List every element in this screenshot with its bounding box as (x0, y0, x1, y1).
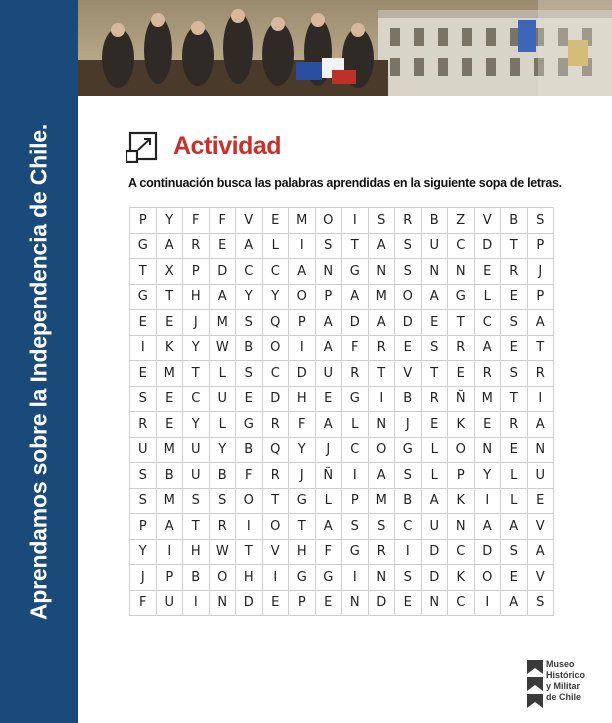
grid-cell[interactable]: J (183, 310, 210, 336)
grid-cell[interactable]: E (130, 361, 157, 387)
grid-cell[interactable]: G (130, 284, 157, 310)
grid-cell[interactable]: E (527, 488, 554, 514)
grid-cell[interactable]: A (315, 310, 342, 336)
grid-row (130, 463, 554, 489)
grid-cell[interactable]: Y (289, 437, 316, 463)
grid-cell[interactable]: E (156, 386, 183, 412)
grid-cell[interactable]: H (289, 539, 316, 565)
grid-cell[interactable]: K (448, 412, 475, 438)
grid-cell[interactable]: D (368, 590, 395, 616)
grid-row (130, 488, 554, 514)
grid-cell[interactable]: L (209, 412, 236, 438)
grid-cell[interactable]: L (209, 361, 236, 387)
grid-cell[interactable]: V (527, 565, 554, 591)
grid-cell[interactable]: A (315, 514, 342, 540)
grid-cell[interactable]: V (395, 361, 422, 387)
grid-cell[interactable]: Y (130, 539, 157, 565)
grid-cell[interactable]: A (156, 514, 183, 540)
grid-cell[interactable]: V (262, 539, 289, 565)
grid-cell[interactable]: E (262, 208, 289, 234)
grid-cell[interactable]: K (448, 488, 475, 514)
grid-cell[interactable]: R (501, 412, 528, 438)
grid-cell[interactable]: O (474, 565, 501, 591)
grid-cell[interactable]: R (368, 539, 395, 565)
grid-cell[interactable]: E (421, 412, 448, 438)
grid-row (130, 514, 554, 540)
grid-cell[interactable]: I (289, 335, 316, 361)
grid-cell[interactable]: U (183, 437, 210, 463)
grid-cell[interactable]: B (501, 208, 528, 234)
grid-cell[interactable]: O (209, 565, 236, 591)
grid-cell[interactable]: S (368, 208, 395, 234)
grid-cell[interactable]: R (262, 412, 289, 438)
grid-cell[interactable]: R (448, 335, 475, 361)
grid-cell[interactable]: S (395, 233, 422, 259)
grid-cell[interactable]: T (183, 514, 210, 540)
grid-row (130, 590, 554, 616)
grid-cell[interactable]: F (289, 412, 316, 438)
grid-cell[interactable]: E (448, 361, 475, 387)
grid-cell[interactable]: L (421, 437, 448, 463)
grid-cell[interactable]: A (236, 233, 263, 259)
grid-cell[interactable]: A (474, 335, 501, 361)
grid-cell[interactable]: E (156, 412, 183, 438)
grid-cell[interactable]: I (130, 335, 157, 361)
grid-cell[interactable]: G (342, 259, 369, 285)
grid-cell[interactable]: G (289, 488, 316, 514)
grid-cell[interactable]: R (183, 233, 210, 259)
grid-cell[interactable]: S (130, 463, 157, 489)
grid-cell[interactable]: P (448, 463, 475, 489)
grid-cell[interactable]: B (421, 208, 448, 234)
grid-cell[interactable]: E (236, 386, 263, 412)
grid-cell[interactable]: H (183, 539, 210, 565)
grid-cell[interactable]: O (289, 284, 316, 310)
activity-title: Actividad (173, 132, 282, 160)
grid-cell[interactable]: R (209, 514, 236, 540)
grid-cell[interactable]: P (130, 208, 157, 234)
grid-cell[interactable]: I (289, 233, 316, 259)
grid-cell[interactable]: G (342, 539, 369, 565)
grid-cell[interactable]: O (236, 488, 263, 514)
grid-cell[interactable]: R (262, 463, 289, 489)
grid-cell[interactable]: A (501, 514, 528, 540)
grid-cell[interactable]: E (474, 412, 501, 438)
grid-cell[interactable]: A (315, 335, 342, 361)
grid-cell[interactable]: E (501, 565, 528, 591)
grid-cell[interactable]: S (236, 361, 263, 387)
grid-cell[interactable]: I (236, 514, 263, 540)
grid-cell[interactable]: F (209, 208, 236, 234)
expand-box-icon (126, 131, 158, 163)
grid-cell[interactable]: L (421, 463, 448, 489)
logo-line: Histórico (546, 670, 586, 680)
grid-cell[interactable]: T (183, 361, 210, 387)
grid-cell[interactable]: L (501, 463, 528, 489)
grid-cell[interactable]: A (421, 284, 448, 310)
grid-cell[interactable]: U (130, 437, 157, 463)
grid-row (130, 361, 554, 387)
museum-logo (526, 657, 606, 713)
grid-cell[interactable]: P (289, 310, 316, 336)
grid-cell[interactable]: D (395, 310, 422, 336)
grid-cell[interactable]: T (448, 310, 475, 336)
grid-cell[interactable]: R (474, 361, 501, 387)
grid-cell[interactable]: S (501, 310, 528, 336)
grid-cell[interactable]: D (236, 590, 263, 616)
grid-row (130, 259, 554, 285)
grid-cell[interactable]: L (315, 488, 342, 514)
grid-row (130, 565, 554, 591)
grid-cell[interactable]: O (395, 284, 422, 310)
grid-cell[interactable]: C (448, 590, 475, 616)
grid-cell[interactable]: I (156, 539, 183, 565)
grid-cell[interactable]: S (395, 565, 422, 591)
grid-cell[interactable]: I (395, 539, 422, 565)
grid-cell[interactable]: S (209, 488, 236, 514)
grid-cell[interactable]: D (342, 310, 369, 336)
grid-cell[interactable]: A (527, 310, 554, 336)
grid-row (130, 335, 554, 361)
grid-cell[interactable]: X (156, 259, 183, 285)
grid-cell[interactable]: P (183, 259, 210, 285)
grid-cell[interactable]: O (368, 437, 395, 463)
grid-cell[interactable]: O (262, 335, 289, 361)
grid-cell[interactable]: S (236, 310, 263, 336)
grid-cell[interactable]: M (474, 386, 501, 412)
grid-cell[interactable]: B (209, 463, 236, 489)
grid-cell[interactable]: A (289, 259, 316, 285)
logo-line: y Militar (546, 681, 581, 691)
grid-cell[interactable]: N (209, 590, 236, 616)
grid-cell[interactable]: C (183, 386, 210, 412)
banner-illustration (78, 0, 612, 96)
grid-cell[interactable]: D (289, 361, 316, 387)
grid-cell[interactable]: D (474, 539, 501, 565)
grid-cell[interactable]: O (448, 437, 475, 463)
grid-cell[interactable]: B (395, 386, 422, 412)
grid-cell[interactable]: J (289, 463, 316, 489)
grid-row (130, 208, 554, 234)
grid-cell[interactable]: N (527, 437, 554, 463)
grid-cell[interactable]: I (342, 463, 369, 489)
sidebar (0, 0, 78, 723)
grid-cell[interactable]: P (342, 488, 369, 514)
grid-cell[interactable]: Ñ (315, 463, 342, 489)
grid-cell[interactable]: N (474, 437, 501, 463)
grid-cell[interactable]: N (421, 590, 448, 616)
grid-cell[interactable]: R (130, 412, 157, 438)
grid-cell[interactable]: C (342, 437, 369, 463)
grid-cell[interactable]: E (130, 310, 157, 336)
grid-cell[interactable]: R (501, 259, 528, 285)
grid-cell[interactable]: W (209, 335, 236, 361)
grid-row (130, 310, 554, 336)
grid-row (130, 386, 554, 412)
grid-cell[interactable]: F (183, 208, 210, 234)
grid-cell[interactable]: S (342, 514, 369, 540)
grid-row (130, 539, 554, 565)
grid-cell[interactable]: E (501, 437, 528, 463)
grid-cell[interactable]: S (527, 590, 554, 616)
grid-cell[interactable]: B (236, 335, 263, 361)
grid-cell[interactable]: U (315, 361, 342, 387)
grid-cell[interactable]: G (342, 386, 369, 412)
grid-cell[interactable]: I (474, 590, 501, 616)
grid-cell[interactable]: B (156, 463, 183, 489)
grid-cell[interactable]: C (448, 233, 475, 259)
grid-cell[interactable]: L (342, 412, 369, 438)
grid-cell[interactable]: M (156, 437, 183, 463)
grid-cell[interactable]: Q (262, 310, 289, 336)
grid-cell[interactable]: U (156, 590, 183, 616)
grid-cell[interactable]: M (209, 310, 236, 336)
grid-cell[interactable]: A (342, 284, 369, 310)
grid-cell[interactable]: E (156, 310, 183, 336)
grid-cell[interactable]: U (421, 233, 448, 259)
grid-cell[interactable]: J (315, 437, 342, 463)
grid-cell[interactable]: Y (262, 284, 289, 310)
grid-cell[interactable]: O (262, 514, 289, 540)
grid-cell[interactable]: F (315, 539, 342, 565)
grid-cell[interactable]: I (342, 565, 369, 591)
grid-cell[interactable]: D (262, 386, 289, 412)
grid-cell[interactable]: E (395, 590, 422, 616)
grid-cell[interactable]: S (368, 514, 395, 540)
grid-cell[interactable]: E (501, 284, 528, 310)
grid-cell[interactable]: H (183, 284, 210, 310)
grid-cell[interactable]: L (474, 284, 501, 310)
activity-instructions: A continuación busca las palabras aprendidas en la siguiente sopa de letras. (128, 176, 562, 190)
grid-row (130, 284, 554, 310)
grid-cell[interactable]: I (368, 386, 395, 412)
grid-cell[interactable]: O (315, 208, 342, 234)
grid-cell[interactable]: N (448, 514, 475, 540)
grid-cell[interactable]: Ñ (448, 386, 475, 412)
grid-cell[interactable]: R (395, 208, 422, 234)
grid-cell[interactable]: F (130, 590, 157, 616)
grid-cell[interactable]: T (368, 361, 395, 387)
grid-cell[interactable]: M (368, 488, 395, 514)
grid-cell[interactable]: P (130, 514, 157, 540)
header-banner-painting (78, 0, 612, 96)
grid-cell[interactable]: B (183, 565, 210, 591)
grid-cell[interactable]: S (501, 361, 528, 387)
grid-cell[interactable]: E (315, 386, 342, 412)
grid-cell[interactable]: R (342, 361, 369, 387)
grid-cell[interactable]: B (236, 437, 263, 463)
grid-cell[interactable]: S (395, 259, 422, 285)
grid-cell[interactable]: C (474, 310, 501, 336)
grid-cell[interactable]: P (156, 565, 183, 591)
grid-cell[interactable]: T (289, 514, 316, 540)
grid-cell[interactable]: T (236, 539, 263, 565)
grid-cell[interactable]: L (262, 233, 289, 259)
grid-cell[interactable]: N (421, 259, 448, 285)
grid-cell[interactable]: K (156, 335, 183, 361)
grid-cell[interactable]: J (130, 565, 157, 591)
grid-cell[interactable]: F (236, 463, 263, 489)
grid-cell[interactable]: P (289, 590, 316, 616)
grid-cell[interactable]: A (368, 463, 395, 489)
sidebar-title: Aprendamos sobre la Independencia de Chile. (25, 123, 52, 621)
grid-cell[interactable]: P (527, 284, 554, 310)
grid-cell[interactable]: K (448, 565, 475, 591)
grid-cell[interactable]: V (236, 208, 263, 234)
grid-cell[interactable]: T (262, 488, 289, 514)
grid-cell[interactable]: E (501, 335, 528, 361)
grid-cell[interactable]: M (368, 284, 395, 310)
grid-cell[interactable]: A (527, 539, 554, 565)
grid-row (130, 233, 554, 259)
grid-cell[interactable]: D (474, 233, 501, 259)
grid-cell[interactable]: M (156, 361, 183, 387)
grid-cell[interactable]: N (342, 590, 369, 616)
grid-cell[interactable]: T (501, 233, 528, 259)
grid-cell[interactable]: G (315, 565, 342, 591)
grid-cell[interactable]: N (368, 259, 395, 285)
grid-cell[interactable]: N (368, 412, 395, 438)
grid-cell[interactable]: D (209, 259, 236, 285)
grid-cell[interactable]: V (474, 208, 501, 234)
grid-cell[interactable]: Z (448, 208, 475, 234)
grid-cell[interactable]: V (527, 514, 554, 540)
grid-cell[interactable]: I (474, 488, 501, 514)
grid-cell[interactable]: R (421, 386, 448, 412)
grid-cell[interactable]: T (527, 335, 554, 361)
grid-cell[interactable]: I (342, 208, 369, 234)
grid-cell[interactable]: C (262, 259, 289, 285)
grid-cell[interactable]: Y (183, 335, 210, 361)
grid-cell[interactable]: E (209, 233, 236, 259)
grid-cell[interactable]: U (527, 463, 554, 489)
grid-cell[interactable]: G (395, 437, 422, 463)
grid-cell[interactable]: S (315, 233, 342, 259)
grid-cell[interactable]: A (474, 514, 501, 540)
grid-cell[interactable]: I (183, 590, 210, 616)
grid-cell[interactable]: T (156, 284, 183, 310)
grid-cell[interactable]: P (527, 233, 554, 259)
grid-cell[interactable]: A (368, 233, 395, 259)
grid-cell[interactable]: T (501, 386, 528, 412)
grid-cell[interactable]: A (421, 488, 448, 514)
grid-cell[interactable]: T (421, 361, 448, 387)
grid-cell[interactable]: E (395, 335, 422, 361)
grid-cell[interactable]: S (527, 208, 554, 234)
grid-cell[interactable]: C (236, 259, 263, 285)
grid-cell[interactable]: C (448, 539, 475, 565)
grid-cell[interactable]: A (156, 233, 183, 259)
grid-cell[interactable]: T (130, 259, 157, 285)
grid-cell[interactable]: U (209, 386, 236, 412)
grid-cell[interactable]: D (421, 565, 448, 591)
grid-cell[interactable]: G (236, 412, 263, 438)
grid-row (130, 437, 554, 463)
grid-cell[interactable]: H (289, 386, 316, 412)
grid-cell[interactable]: Y (209, 437, 236, 463)
grid-cell[interactable]: Y (474, 463, 501, 489)
grid-cell[interactable]: S (501, 539, 528, 565)
grid-cell[interactable]: H (236, 565, 263, 591)
grid-cell[interactable]: Y (183, 412, 210, 438)
grid-cell[interactable]: P (315, 284, 342, 310)
grid-cell[interactable]: U (183, 463, 210, 489)
grid-cell[interactable]: Y (236, 284, 263, 310)
grid-cell[interactable]: T (342, 233, 369, 259)
museum-logo-text (546, 659, 585, 703)
grid-cell[interactable]: R (527, 361, 554, 387)
grid-cell[interactable]: A (209, 284, 236, 310)
grid-cell[interactable]: S (130, 386, 157, 412)
grid-cell[interactable]: E (262, 590, 289, 616)
grid-cell[interactable]: R (368, 335, 395, 361)
logo-line: Museo (546, 659, 575, 669)
grid-cell[interactable]: B (395, 488, 422, 514)
grid-cell[interactable]: S (421, 335, 448, 361)
grid-cell[interactable]: G (289, 565, 316, 591)
grid-cell[interactable]: I (262, 565, 289, 591)
grid-cell[interactable]: C (395, 514, 422, 540)
logo-line: de Chile (546, 692, 582, 702)
grid-cell[interactable]: D (421, 539, 448, 565)
grid-cell[interactable]: E (474, 259, 501, 285)
grid-cell[interactable]: Y (156, 208, 183, 234)
grid-cell[interactable]: S (130, 488, 157, 514)
grid-cell[interactable]: N (368, 565, 395, 591)
grid-cell[interactable]: N (315, 259, 342, 285)
grid-cell[interactable]: J (395, 412, 422, 438)
grid-cell[interactable]: L (501, 488, 528, 514)
grid-cell[interactable]: S (395, 463, 422, 489)
grid-cell[interactable]: A (315, 412, 342, 438)
grid-cell[interactable]: G (448, 284, 475, 310)
grid-cell[interactable]: M (156, 488, 183, 514)
grid-cell[interactable]: J (527, 259, 554, 285)
grid-cell[interactable]: C (262, 361, 289, 387)
grid-cell[interactable]: E (421, 310, 448, 336)
word-search-grid (129, 207, 554, 616)
grid-cell[interactable]: A (368, 310, 395, 336)
grid-cell[interactable]: M (289, 208, 316, 234)
grid-cell[interactable]: S (183, 488, 210, 514)
grid-cell[interactable]: I (527, 386, 554, 412)
grid-cell[interactable]: G (130, 233, 157, 259)
grid-row (130, 412, 554, 438)
grid-cell[interactable]: E (315, 590, 342, 616)
grid-cell[interactable]: A (527, 412, 554, 438)
grid-cell[interactable]: Q (262, 437, 289, 463)
grid-cell[interactable]: U (421, 514, 448, 540)
museum-logo-mark (526, 659, 544, 709)
grid-cell[interactable]: N (448, 259, 475, 285)
grid-cell[interactable]: W (209, 539, 236, 565)
grid-cell[interactable]: A (501, 590, 528, 616)
grid-cell[interactable]: F (342, 335, 369, 361)
